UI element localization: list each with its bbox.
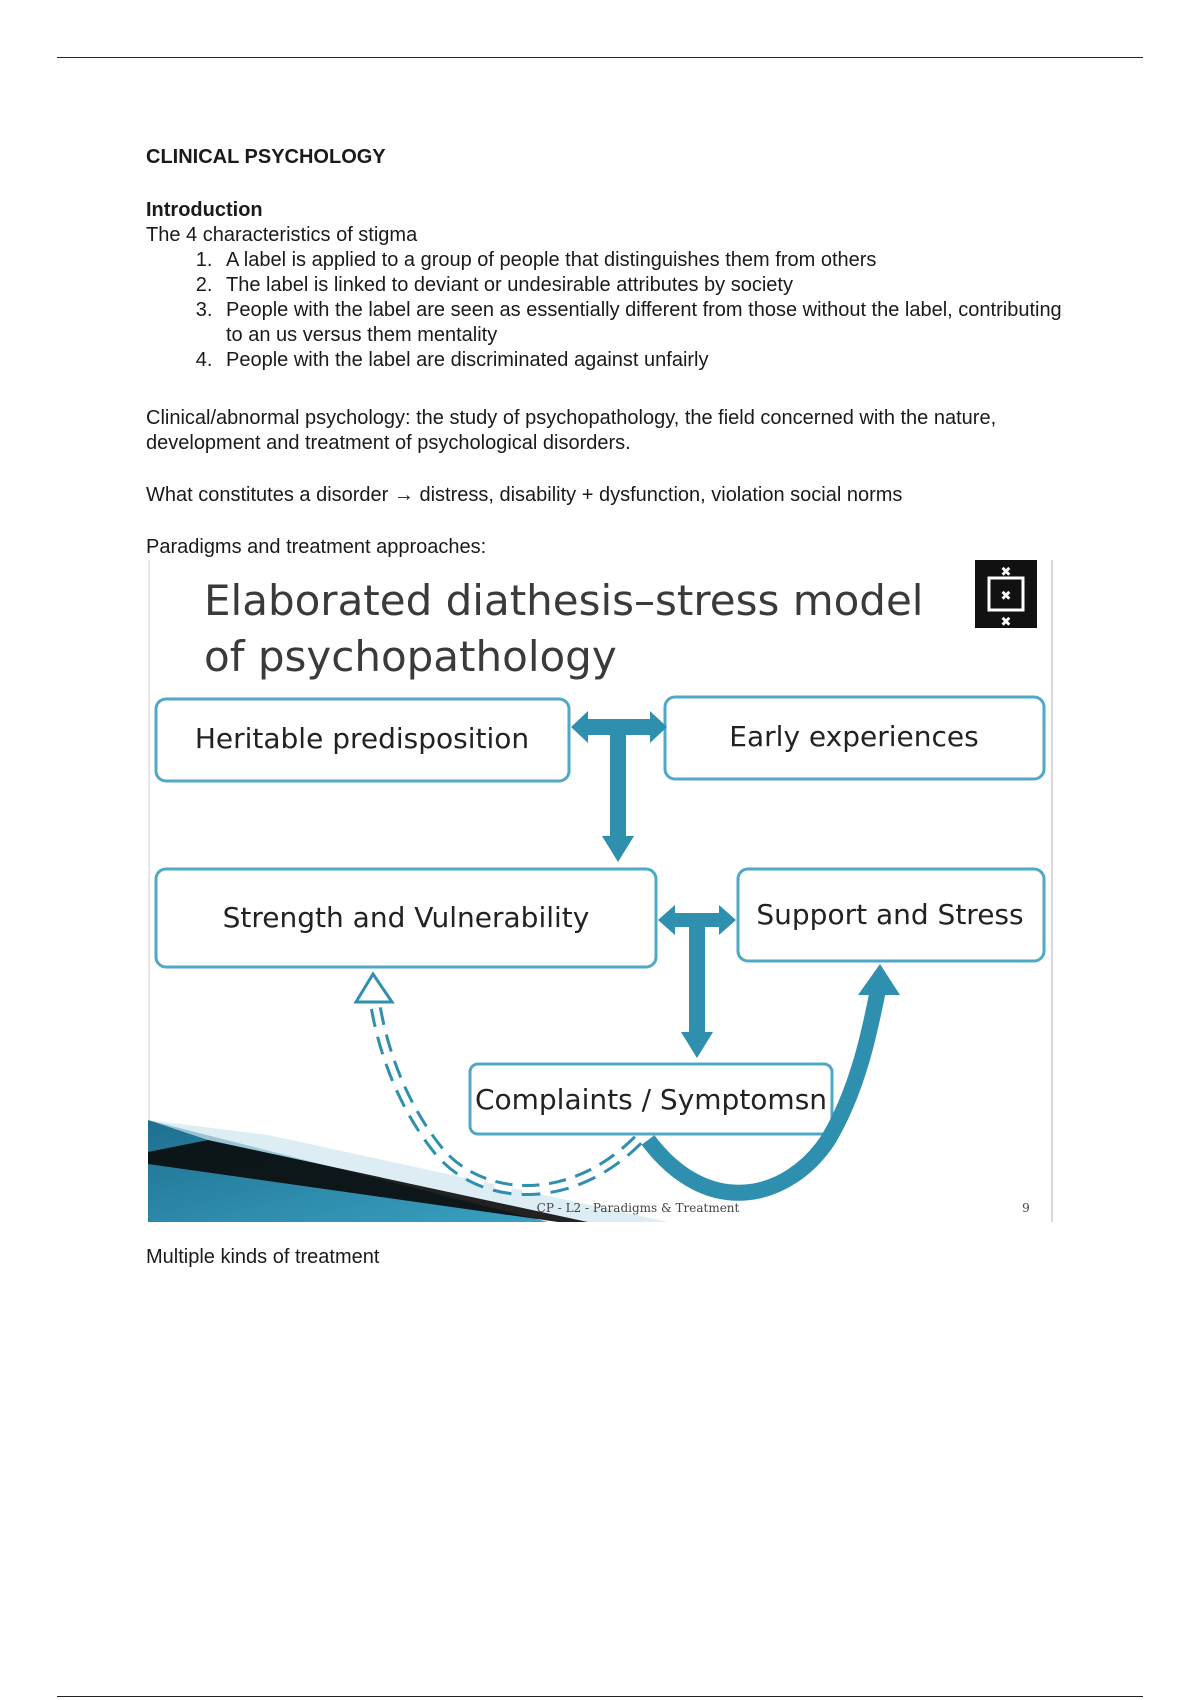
introduction-section	[146, 198, 1066, 373]
diathesis-stress-slide	[148, 560, 1054, 1222]
paradigms-label: Paradigms and treatment approaches:	[146, 536, 487, 558]
list-item: 2. The label is linked to deviant or undesirable attributes by society	[218, 273, 1066, 298]
box-complaints-symptoms	[470, 1064, 832, 1134]
svg-text:✖: ✖	[1000, 615, 1012, 630]
document-title: CLINICAL PSYCHOLOGY	[146, 146, 386, 168]
closing-paragraph: Multiple kinds of treatment	[146, 1246, 380, 1268]
slide-page-number: 9	[1022, 1201, 1030, 1215]
disorder-paragraph: What constitutes a disorder → distress, disability + dysfunction, violation social norms	[146, 484, 903, 506]
svg-text:✖: ✖	[1000, 589, 1012, 604]
box-label: Strength and Vulnerability	[222, 901, 590, 934]
stigma-list	[146, 248, 1066, 373]
box-heritable-predisposition	[156, 699, 569, 781]
box-label: Early experiences	[729, 720, 979, 753]
slide-footer: CP - L2 - Paradigms & Treatment	[536, 1201, 740, 1215]
stigma-intro: The 4 characteristics of stigma	[146, 224, 418, 246]
list-item: 3. People with the label are seen as essentially different from those without the label, contributing to an us versus them mentality	[218, 298, 1066, 348]
box-label: Heritable predisposition	[194, 722, 530, 755]
slide-title-line2: of psychopathology	[204, 632, 617, 681]
box-label: Support and Stress	[756, 898, 1024, 931]
slide-title-line1: Elaborated diathesis–stress model	[204, 576, 924, 625]
svg-text:✖: ✖	[1000, 565, 1012, 580]
box-label: Complaints / Symptomsn	[474, 1083, 828, 1116]
slide-graphic	[148, 560, 1054, 1222]
university-logo	[975, 560, 1037, 630]
box-early-experiences	[665, 697, 1044, 779]
bottom-rule	[57, 1696, 1143, 1697]
top-rule	[57, 57, 1143, 58]
box-strength-vulnerability	[156, 869, 656, 967]
definition-paragraph: Clinical/abnormal psychology: the study of psychopathology, the field concerned with the nature, development and treatment of psychological disorders.	[146, 407, 997, 454]
introduction-heading: Introduction	[146, 199, 263, 221]
box-support-stress	[738, 869, 1044, 961]
list-item: 1. A label is applied to a group of people that distinguishes them from others	[218, 248, 1066, 273]
list-item: 4. People with the label are discriminated against unfairly	[218, 348, 1066, 373]
